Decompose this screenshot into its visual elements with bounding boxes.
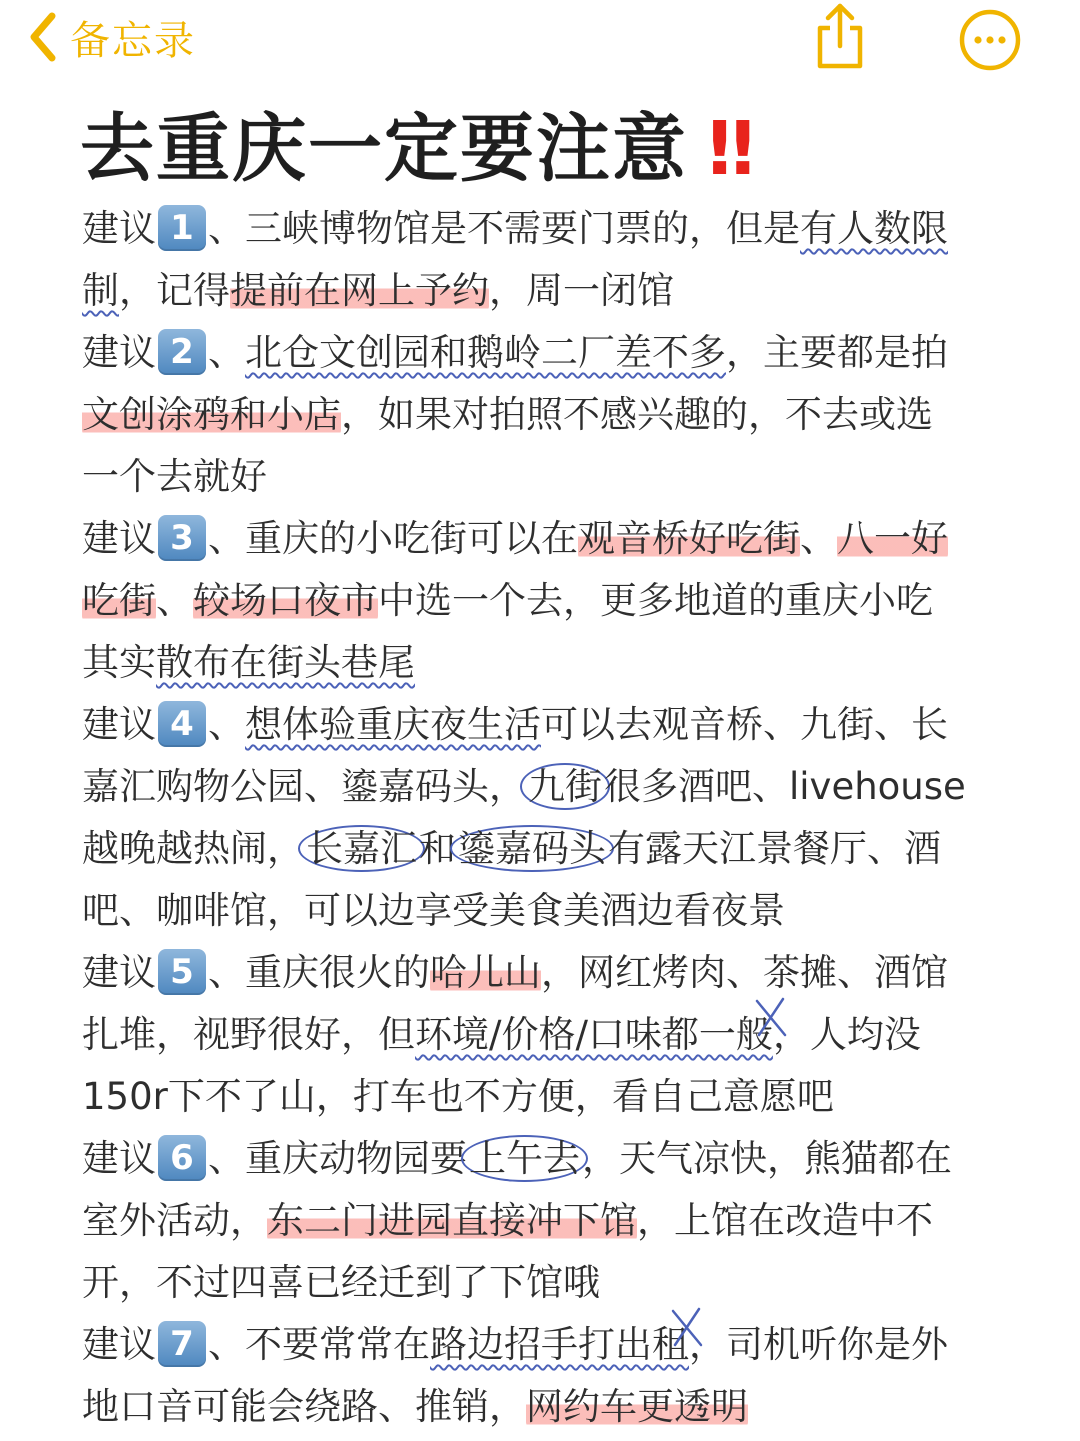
back-button[interactable] <box>28 6 196 68</box>
tip-prefix: 建议 <box>82 951 156 994</box>
share-icon <box>812 0 868 72</box>
tip-separator: 、 <box>208 1137 245 1180</box>
highlighted-text: 提前在网上予约 <box>230 269 489 312</box>
tip-prefix: 建议 <box>82 517 156 560</box>
tip-4-line-4 <box>82 880 1012 942</box>
wavy-underline-text: 路边招手打出租 <box>430 1323 689 1366</box>
tip-text: 可以去观音桥、九街、长 <box>541 703 948 746</box>
tip-text: 扎堆，视野很好，但 <box>82 1013 415 1056</box>
tip-7-line-2 <box>82 1376 1012 1438</box>
note-title-text: 去重庆一定要注意 <box>80 106 688 192</box>
highlighted-text: 哈儿山 <box>430 951 541 994</box>
highlighted-text: 网约车更透明 <box>526 1385 748 1428</box>
tip-text: ，上馆在改造中不 <box>637 1199 933 1242</box>
tip-separator: 、 <box>208 207 245 250</box>
circled-text: 上午去 <box>461 1135 588 1182</box>
tip-6-line-2 <box>82 1190 1012 1252</box>
tip-text: 室外活动， <box>82 1199 267 1242</box>
wavy-underline-text: 散布在街头巷尾 <box>156 641 415 684</box>
tip-3-line-2 <box>82 570 1012 632</box>
highlighted-text: 吃街 <box>82 579 156 622</box>
tip-text: ，人均没 <box>772 1013 921 1056</box>
tip-text: 和 <box>419 827 456 870</box>
keycap-5-icon: 5 <box>158 949 206 995</box>
tip-2-line-1 <box>82 322 1012 384</box>
more-button[interactable] <box>958 8 1022 72</box>
tip-text: 重庆很火的 <box>245 951 430 994</box>
tip-1-line-1 <box>82 198 1012 260</box>
tip-text: 很多酒吧、livehouse <box>604 765 966 808</box>
highlighted-text: 较场口夜市 <box>193 579 378 622</box>
tip-4-line-3 <box>82 818 1012 880</box>
highlighted-text: 八一好 <box>837 517 948 560</box>
keycap-1-icon: 1 <box>158 205 206 251</box>
highlighted-text: 东二门进园直接冲下馆 <box>267 1199 637 1242</box>
tip-prefix: 建议 <box>82 703 156 746</box>
tip-prefix: 建议 <box>82 331 156 374</box>
circled-text: 鎏嘉码头 <box>450 825 614 872</box>
tip-5-line-2 <box>82 1004 1012 1066</box>
note-body[interactable] <box>82 198 1012 1438</box>
tip-text: 嘉汇购物公园、鎏嘉码头， <box>82 765 526 808</box>
tip-text: 其实 <box>82 641 156 684</box>
tip-5-line-1 <box>82 942 1012 1004</box>
chevron-left-icon <box>28 12 56 62</box>
tip-2-line-2 <box>82 384 1012 446</box>
tip-text: 越晚越热闹， <box>82 827 304 870</box>
tip-4-line-2 <box>82 756 1012 818</box>
tip-text: ，天气凉快，熊猫都在 <box>582 1137 952 1180</box>
tip-text: 开，不过四喜已经迁到了下馆哦 <box>82 1261 600 1304</box>
note-title <box>80 106 748 192</box>
highlighted-text: 观音桥好吃街 <box>578 517 800 560</box>
tip-prefix: 建议 <box>82 207 156 250</box>
tip-separator: 、 <box>208 703 245 746</box>
tip-text: 地口音可能会绕路、推销， <box>82 1385 526 1428</box>
highlighted-text: 文创涂鸦和小店 <box>82 393 341 436</box>
circled-text: 九街 <box>520 763 610 810</box>
wavy-underline-text: 环境/价格/口味都一般 <box>415 1013 773 1056</box>
tip-3-line-1 <box>82 508 1012 570</box>
nav-bar <box>0 0 1080 80</box>
wavy-underline-text: 制 <box>82 269 119 312</box>
keycap-7-icon: 7 <box>158 1321 206 1367</box>
back-label: 备忘录 <box>70 17 196 64</box>
tip-text: 不要常常在 <box>245 1323 430 1366</box>
wavy-underline-text: 想体验重庆夜生活 <box>245 703 541 746</box>
tip-text: 中选一个去，更多地道的重庆小吃 <box>378 579 933 622</box>
tip-5-line-3 <box>82 1066 1012 1128</box>
tip-text: 一个去就好 <box>82 455 267 498</box>
keycap-6-icon: 6 <box>158 1135 206 1181</box>
tip-6-line-3 <box>82 1252 1012 1314</box>
tip-6-line-1 <box>82 1128 1012 1190</box>
circled-text: 长嘉汇 <box>298 825 425 872</box>
wavy-underline-text: 北仓文创园和鹅岭二厂差不多 <box>245 331 726 374</box>
tip-3-line-3 <box>82 632 1012 694</box>
tip-text: 重庆的小吃街可以在 <box>245 517 578 560</box>
tip-text: ，网红烤肉、茶摊、酒馆 <box>541 951 948 994</box>
keycap-4-icon: 4 <box>158 701 206 747</box>
tip-text: ，周一闭馆 <box>489 269 674 312</box>
tip-text: ，司机听你是外 <box>689 1323 948 1366</box>
tip-text: 、 <box>800 517 837 560</box>
keycap-3-icon: 3 <box>158 515 206 561</box>
tip-separator: 、 <box>208 331 245 374</box>
tip-prefix: 建议 <box>82 1323 156 1366</box>
tip-text: 150r下不了山，打车也不方便，看自己意愿吧 <box>82 1075 834 1118</box>
wavy-underline-text: 有人数限 <box>800 207 948 250</box>
keycap-2-icon: 2 <box>158 329 206 375</box>
more-icon <box>958 8 1022 72</box>
tip-text: 三峡博物馆是不需要门票的，但是 <box>245 207 800 250</box>
tip-2-line-3 <box>82 446 1012 508</box>
tip-separator: 、 <box>208 951 245 994</box>
tip-separator: 、 <box>208 1323 245 1366</box>
tip-text: 有露天江景餐厅、酒 <box>608 827 941 870</box>
tip-text: 重庆动物园要 <box>245 1137 467 1180</box>
tip-text: 吧、咖啡馆，可以边享受美食美酒边看夜景 <box>82 889 785 932</box>
tip-7-line-1 <box>82 1314 1012 1376</box>
tip-1-line-2 <box>82 260 1012 322</box>
tip-4-line-1 <box>82 694 1012 756</box>
share-button[interactable] <box>812 0 868 72</box>
tip-separator: 、 <box>208 517 245 560</box>
tip-prefix: 建议 <box>82 1137 156 1180</box>
tip-text: ，记得 <box>119 269 230 312</box>
double-exclamation-icon: ‼ <box>708 106 749 192</box>
tip-text: ，主要都是拍 <box>726 331 948 374</box>
tip-text: 、 <box>156 579 193 622</box>
tip-text: ，如果对拍照不感兴趣的，不去或选 <box>341 393 933 436</box>
